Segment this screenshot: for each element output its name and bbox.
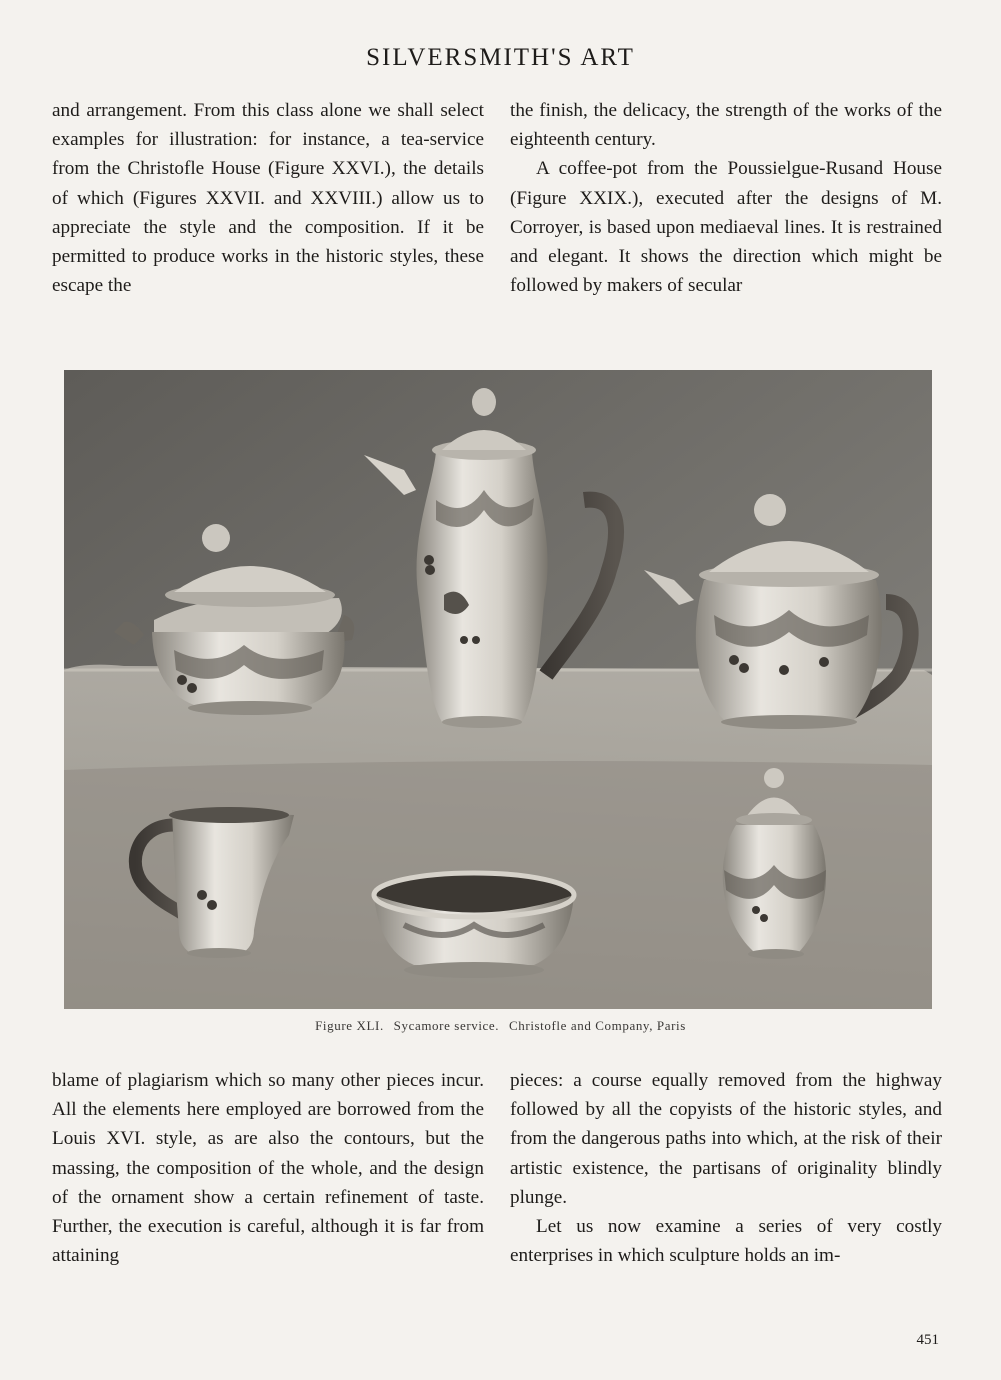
figure-photograph (64, 370, 932, 1009)
paragraph: the finish, the delicacy, the strength of the works of the eighteenth century. (510, 100, 942, 151)
text-column-top-left (52, 96, 484, 300)
caption-title: Sycamore service. (393, 1018, 500, 1033)
caption-maker: Christofle and Company, Paris (509, 1018, 686, 1033)
text-column-bottom-right (510, 1066, 942, 1270)
caption-label: Figure XLI. (315, 1018, 384, 1033)
figure-caption (0, 1018, 1001, 1034)
paragraph: and arrangement. From this class alone we shall select examples for illustration: for instance, a tea-service from the Christofle House (Figure XXVI.), the details of which (Figures XXVII. and XXVIII.) allow us to appreciate the style and the composition. If it be permitted to produce works in the historic styles, these escape the (52, 100, 484, 297)
text-column-bottom-left (52, 1066, 484, 1270)
page-number: 451 (916, 1332, 939, 1348)
sycamore-service-photo (64, 370, 932, 1009)
paragraph: Let us now examine a series of very costly enterprises in which sculpture holds an im- (510, 1216, 942, 1267)
paragraph: blame of plagiarism which so many other pieces incur. All the elements here employed are borrowed from the Louis XVI. style, as are also the contours, but the massing, the composition of the whole, and the design of the ornament show a certain refinement of taste. Further, the execution is careful, although it is far from attaining (52, 1070, 484, 1267)
running-head: SILVERSMITH'S ART (366, 44, 635, 71)
text-column-top-right (510, 96, 942, 300)
paragraph: A coffee-pot from the Poussielgue-Rusand House (Figure XXIX.), executed after the designs of M. Corroyer, is based upon mediaeval lines. It is restrained and elegant. It shows the direction which might be followed by makers of secular (510, 158, 942, 297)
paragraph: pieces: a course equally removed from the highway followed by all the copyists of the historic styles, and from the dangerous paths into which, at the risk of their artistic existence, the partisans of originality blindly plunge. (510, 1070, 942, 1208)
